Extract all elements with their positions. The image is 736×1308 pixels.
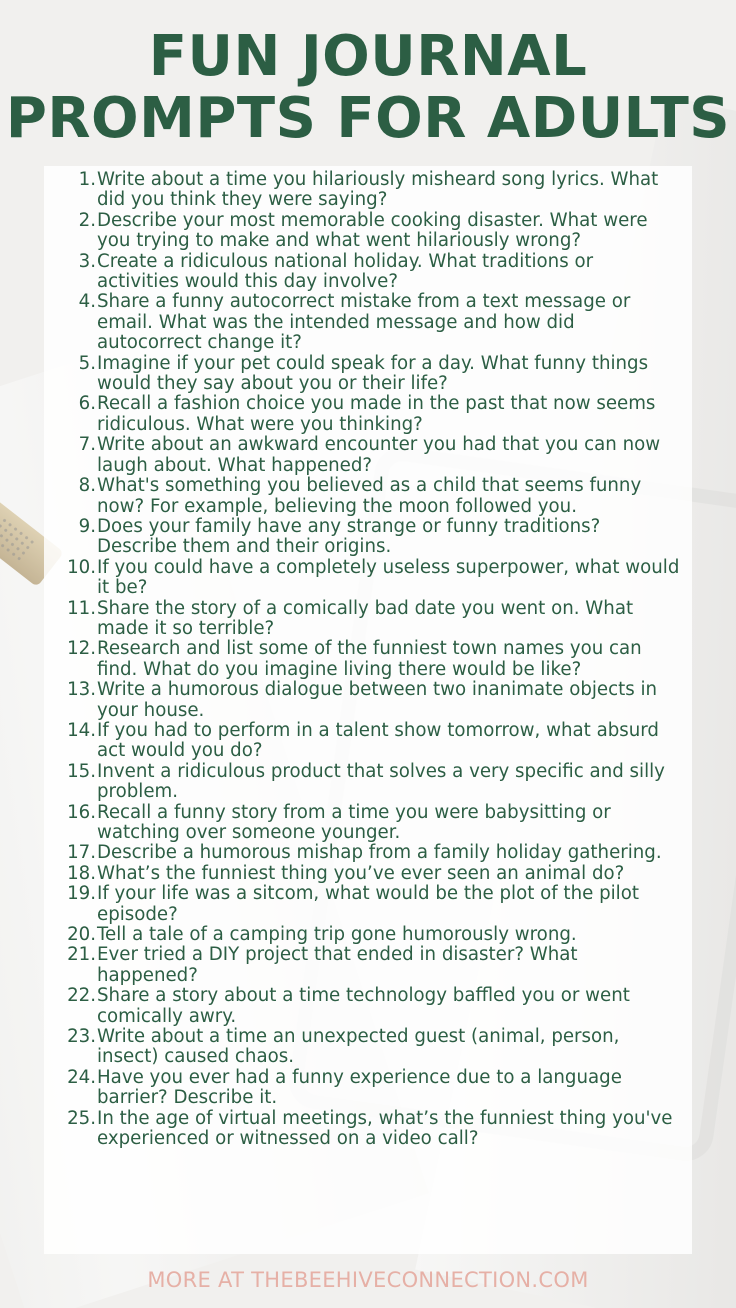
list-item	[44, 1027, 684, 1068]
prompt-number: 8.	[78, 475, 96, 497]
list-item	[44, 599, 684, 640]
list-item	[44, 803, 684, 844]
prompt-number: 23.	[67, 1026, 96, 1048]
prompt-text: If you could have a completely useless superpower, what would it be?	[97, 556, 680, 599]
prompt-number: 7.	[78, 434, 96, 456]
prompt-number: 6.	[78, 393, 96, 415]
prompt-number: 3.	[78, 250, 96, 272]
list-item	[44, 476, 684, 517]
prompt-number: 13.	[67, 679, 96, 701]
list-item	[44, 170, 684, 211]
prompt-text: Write about an awkward encounter you had that you can now laugh about. What happened?	[97, 434, 661, 476]
prompt-number: 20.	[67, 924, 96, 946]
list-item	[44, 843, 684, 863]
prompt-number: 10.	[67, 556, 96, 578]
title-line-2: PROMPTS FOR ADULTS	[5, 86, 731, 151]
list-item	[44, 721, 684, 762]
prompt-text: If your life was a sitcom, what would be the plot of the pilot episode?	[97, 883, 639, 925]
prompt-text: Invent a ridiculous product that solves a very specific and silly problem.	[97, 760, 665, 803]
prompt-number: 12.	[67, 638, 96, 660]
list-item	[44, 639, 684, 680]
prompt-text: Tell a tale of a camping trip gone humorously wrong.	[97, 924, 577, 946]
prompt-number: 22.	[67, 985, 96, 1007]
prompt-number: 21.	[67, 944, 96, 966]
list-item	[44, 252, 684, 293]
prompt-text: Research and list some of the funniest town names you can find. What do you imagine living there would be like?	[97, 638, 642, 680]
prompt-text: What's something you believed as a child that seems funny now? For example, believing the moon followed you.	[97, 475, 642, 517]
footer-credit: MORE AT THEBEEHIVECONNECTION.COM	[147, 1268, 589, 1292]
list-item	[44, 1068, 684, 1109]
prompt-text: Ever tried a DIY project that ended in disaster? What happened?	[97, 944, 578, 986]
prompt-text: Share a funny autocorrect mistake from a text message or email. What was the intended message and how did autocorrect change it?	[97, 291, 631, 354]
prompt-number: 11.	[67, 597, 96, 619]
list-item	[44, 864, 684, 884]
list-item	[44, 884, 684, 925]
prompt-text: If you had to perform in a talent show tomorrow, what absurd act would you do?	[97, 719, 659, 762]
list-item	[44, 394, 684, 435]
prompt-number: 16.	[67, 801, 96, 823]
prompt-number: 19.	[67, 883, 96, 905]
prompt-text: Recall a fashion choice you made in the past that now seems ridiculous. What were you thinking?	[97, 393, 656, 435]
prompt-text: Write a humorous dialogue between two inanimate objects in your house.	[97, 679, 658, 721]
prompt-text: Create a ridiculous national holiday. What traditions or activities would this day involve?	[97, 250, 594, 293]
prompt-text: Describe your most memorable cooking disaster. What were you trying to make and what went hilariously wrong?	[97, 209, 648, 252]
prompt-text: Share the story of a comically bad date you went on. What made it so terrible?	[97, 597, 634, 639]
prompt-text: Does your family have any strange or funny traditions? Describe them and their origins.	[97, 515, 601, 558]
prompt-number: 14.	[67, 719, 96, 741]
prompt-text: Share a story about a time technology baffled you or went comically awry.	[97, 985, 630, 1027]
prompt-text: Imagine if your pet could speak for a day. What funny things would they say about you or their life?	[97, 352, 649, 395]
prompt-text: What’s the funniest thing you’ve ever seen an animal do?	[97, 862, 625, 884]
prompt-text: Have you ever had a funny experience due to a language barrier? Describe it.	[97, 1066, 622, 1109]
prompt-text: In the age of virtual meetings, what’s the funniest thing you've experienced or witnessed on a video call?	[97, 1107, 673, 1150]
prompt-number: 25.	[67, 1107, 96, 1129]
list-item	[44, 558, 684, 599]
prompt-text: Recall a funny story from a time you were babysitting or watching over someone younger.	[97, 801, 611, 843]
prompt-list	[44, 170, 684, 1150]
title-line-1: FUN JOURNAL	[148, 24, 588, 89]
list-item	[44, 680, 684, 721]
prompt-text: Write about a time you hilariously misheard song lyrics. What did you think they were saying?	[97, 169, 659, 211]
prompt-number: 15.	[67, 760, 96, 782]
prompt-number: 1.	[78, 169, 96, 190]
list-item	[44, 1109, 684, 1150]
list-item	[44, 211, 684, 252]
prompt-number: 24.	[67, 1066, 96, 1088]
list-item	[44, 435, 684, 476]
list-item	[44, 292, 684, 353]
list-item	[44, 986, 684, 1027]
prompt-number: 9.	[78, 515, 96, 537]
prompt-number: 4.	[78, 291, 96, 313]
list-item	[44, 762, 684, 803]
prompt-number: 17.	[67, 842, 96, 864]
page-title	[0, 26, 736, 150]
list-item	[44, 354, 684, 395]
prompt-text: Write about a time an unexpected guest (animal, person, insect) caused chaos.	[97, 1026, 620, 1068]
prompt-number: 18.	[67, 862, 96, 884]
list-item	[44, 517, 684, 558]
prompt-text: Describe a humorous mishap from a family holiday gathering.	[97, 842, 662, 864]
list-item	[44, 945, 684, 986]
prompt-number: 2.	[78, 209, 96, 231]
prompt-number: 5.	[78, 352, 96, 374]
list-item	[44, 925, 684, 945]
